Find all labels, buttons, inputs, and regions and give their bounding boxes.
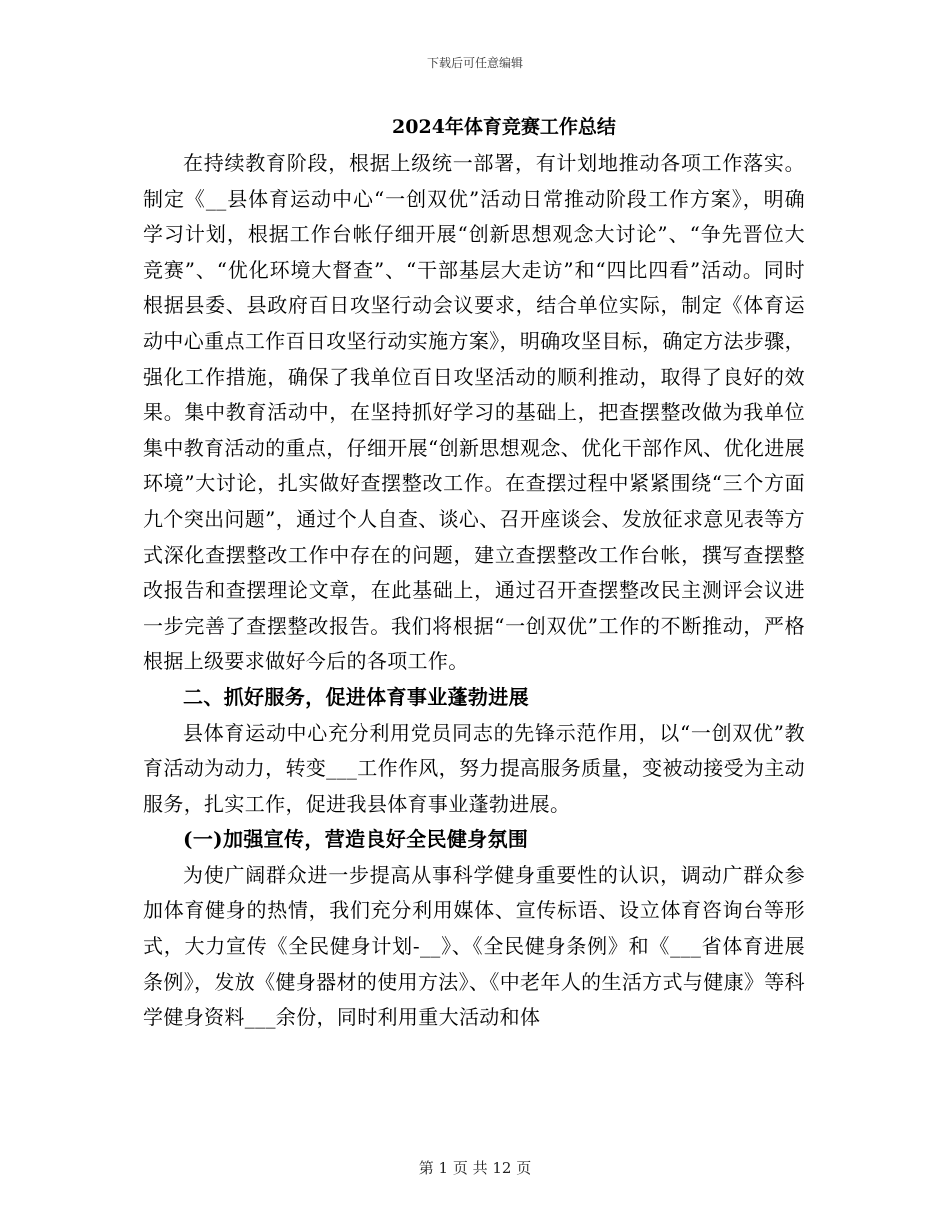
document-body xyxy=(143,112,805,1036)
page-number-footer: 第 1 页 共 12 页 xyxy=(418,1159,532,1177)
page-header-note: 下载后可任意编辑 xyxy=(426,56,523,70)
subsection-heading-publicity: (一)加强宣传，营造良好全民健身氛围 xyxy=(183,827,529,852)
paragraph-service: 县体育运动中心充分利用党员同志的先锋示范作用，以“一创双优”教育活动为动力，转变___工作作风，努力提高服务质量，变被动接受为主动服务，扎实工作，促进我县体育事业蓬勃进展。 xyxy=(143,720,805,816)
paragraph-intro: 在持续教育阶段，根据上级统一部署，有计划地推动各项工作落实。制定《__县体育运动中心“一创双优”活动日常推动阶段工作方案》，明确学习计划，根据工作台帐仔细开展“创新思想观念大讨论”、“争先晋位大竞赛”、“优化环境大督查”、“干部基层大走访”和“四比四看”活动。同时根据县委、县政府百日攻坚行动会议要求，结合单位实际，制定《体育运动中心重点工作百日攻坚行动实施方案》，明确攻坚目标，确定方法步骤，强化工作措施，确保了我单位百日攻坚活动的顺利推动，取得了良好的效果。集中教育活动中，在坚持抓好学习的基础上，把查摆整改做为我单位集中教育活动的重点，仔细开展“创新思想观念、优化干部作风、优化进展环境”大讨论，扎实做好查摆整改工作。在查摆过程中紧紧围绕“三个方面九个突出问题”，通过个人自查、谈心、召开座谈会、发放征求意见表等方式深化查摆整改工作中存在的问题，建立查摆整改工作台帐，撰写查摆整改报告和查摆理论文章，在此基础上，通过召开查摆整改民主测评会议进一步完善了查摆整改报告。我们将根据“一创双优”工作的不断推动，严格根据上级要求做好今后的各项工作。 xyxy=(143,151,805,674)
document-title: 2024年体育竞赛工作总结 xyxy=(392,116,616,138)
paragraph-publicity: 为使广阔群众进一步提高从事科学健身重要性的认识，调动广群众参加体育健身的热情，我们充分利用媒体、宣传标语、设立体育咨询台等形式，大力宣传《全民健身计划-__》、《全民健身条例》和《___省体育进展条例》，发放《健身器材的使用方法》、《中老年人的生活方式与健康》等科学健身资料___余份，同时利用重大活动和体 xyxy=(143,862,805,1030)
section-heading-service: 二、抓好服务，促进体育事业蓬勃进展 xyxy=(183,684,529,709)
